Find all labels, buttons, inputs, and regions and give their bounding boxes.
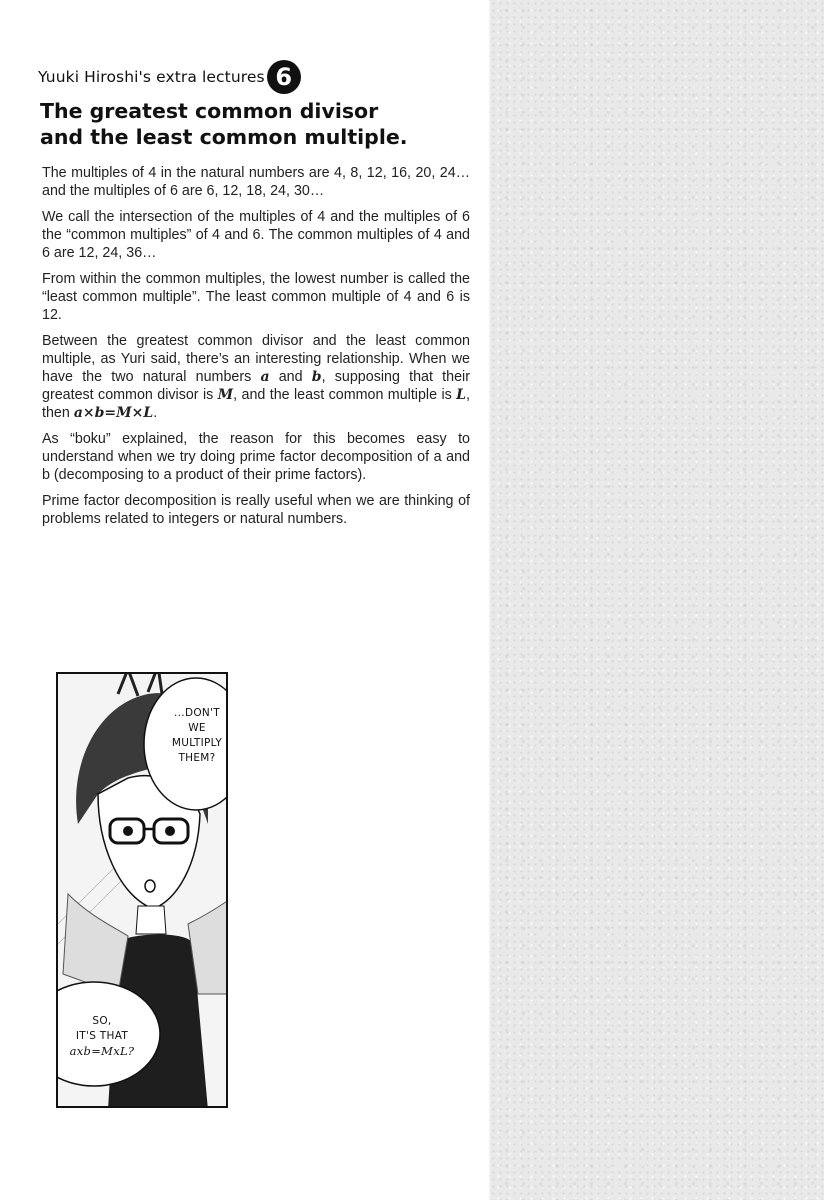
- bubble-bottom-line-1: SO,: [92, 1015, 112, 1027]
- speech-bubble-bottom: [62, 1014, 142, 1059]
- series-heading: [38, 60, 301, 94]
- p4-text-b: and: [269, 369, 312, 385]
- bubble-bottom-formula: axb=MxL?: [69, 1044, 135, 1058]
- title-line-2: and the least common multiple.: [40, 125, 408, 149]
- formula: a×b=M×L: [73, 405, 154, 421]
- paragraph-3: From within the common multiples, the lowest number is called the “least common multiple”. The least common multiple of 4 and 6 is 12.: [42, 271, 470, 323]
- variable-b: b: [311, 369, 322, 385]
- p4-text-a: Between the greatest common divisor and the least common multiple, as Yuri said, there’s an interesting relationship. When we have the two natural numbers: [42, 333, 470, 385]
- paragraph-2: We call the intersection of the multiples of 4 and the multiples of 6 the “common multiples” of 4 and 6. The common multiples of 4 and 6 are 12, 24, 36…: [42, 209, 470, 261]
- paragraph-4: [42, 332, 470, 422]
- speech-bubble-top: [168, 706, 226, 766]
- bubble-top-line-3: MULTIPLY: [171, 737, 223, 749]
- manga-panel: [56, 672, 228, 1108]
- paragraph-5: As “boku” explained, the reason for this becomes easy to understand when we try doing prime factor decomposition of a and b (decomposing to a product of their prime factors).: [42, 431, 470, 483]
- gutter-edge: [488, 0, 492, 1200]
- p4-text-c: , supposing that their greatest common divisor is: [42, 369, 470, 403]
- lecture-number-badge: 6: [267, 60, 301, 94]
- bubble-top-line-4: THEM?: [178, 752, 216, 764]
- variable-L: L: [456, 387, 466, 403]
- page-title: [40, 98, 480, 150]
- lecture-body: [42, 164, 470, 536]
- page-gutter: [490, 0, 824, 1200]
- bubble-top-line-1: ...DON'T: [174, 707, 220, 719]
- p4-text-d: , and the least common multiple is: [233, 387, 457, 403]
- bubble-top-line-2: WE: [188, 722, 206, 734]
- series-label: Yuuki Hiroshi's extra lectures: [38, 68, 265, 86]
- p4-text-f: .: [153, 405, 158, 421]
- paragraph-6: Prime factor decomposition is really useful when we are thinking of problems related to integers or natural numbers.: [42, 493, 470, 527]
- p4-text-e: , then: [42, 387, 470, 421]
- variable-a: a: [260, 369, 270, 385]
- paragraph-1: The multiples of 4 in the natural numbers are 4, 8, 12, 16, 20, 24… and the multiples of 6 are 6, 12, 18, 24, 30…: [42, 165, 470, 199]
- title-line-1: The greatest common divisor: [40, 99, 379, 123]
- bubble-bottom-line-2: IT'S THAT: [75, 1030, 129, 1042]
- variable-M: M: [217, 387, 234, 403]
